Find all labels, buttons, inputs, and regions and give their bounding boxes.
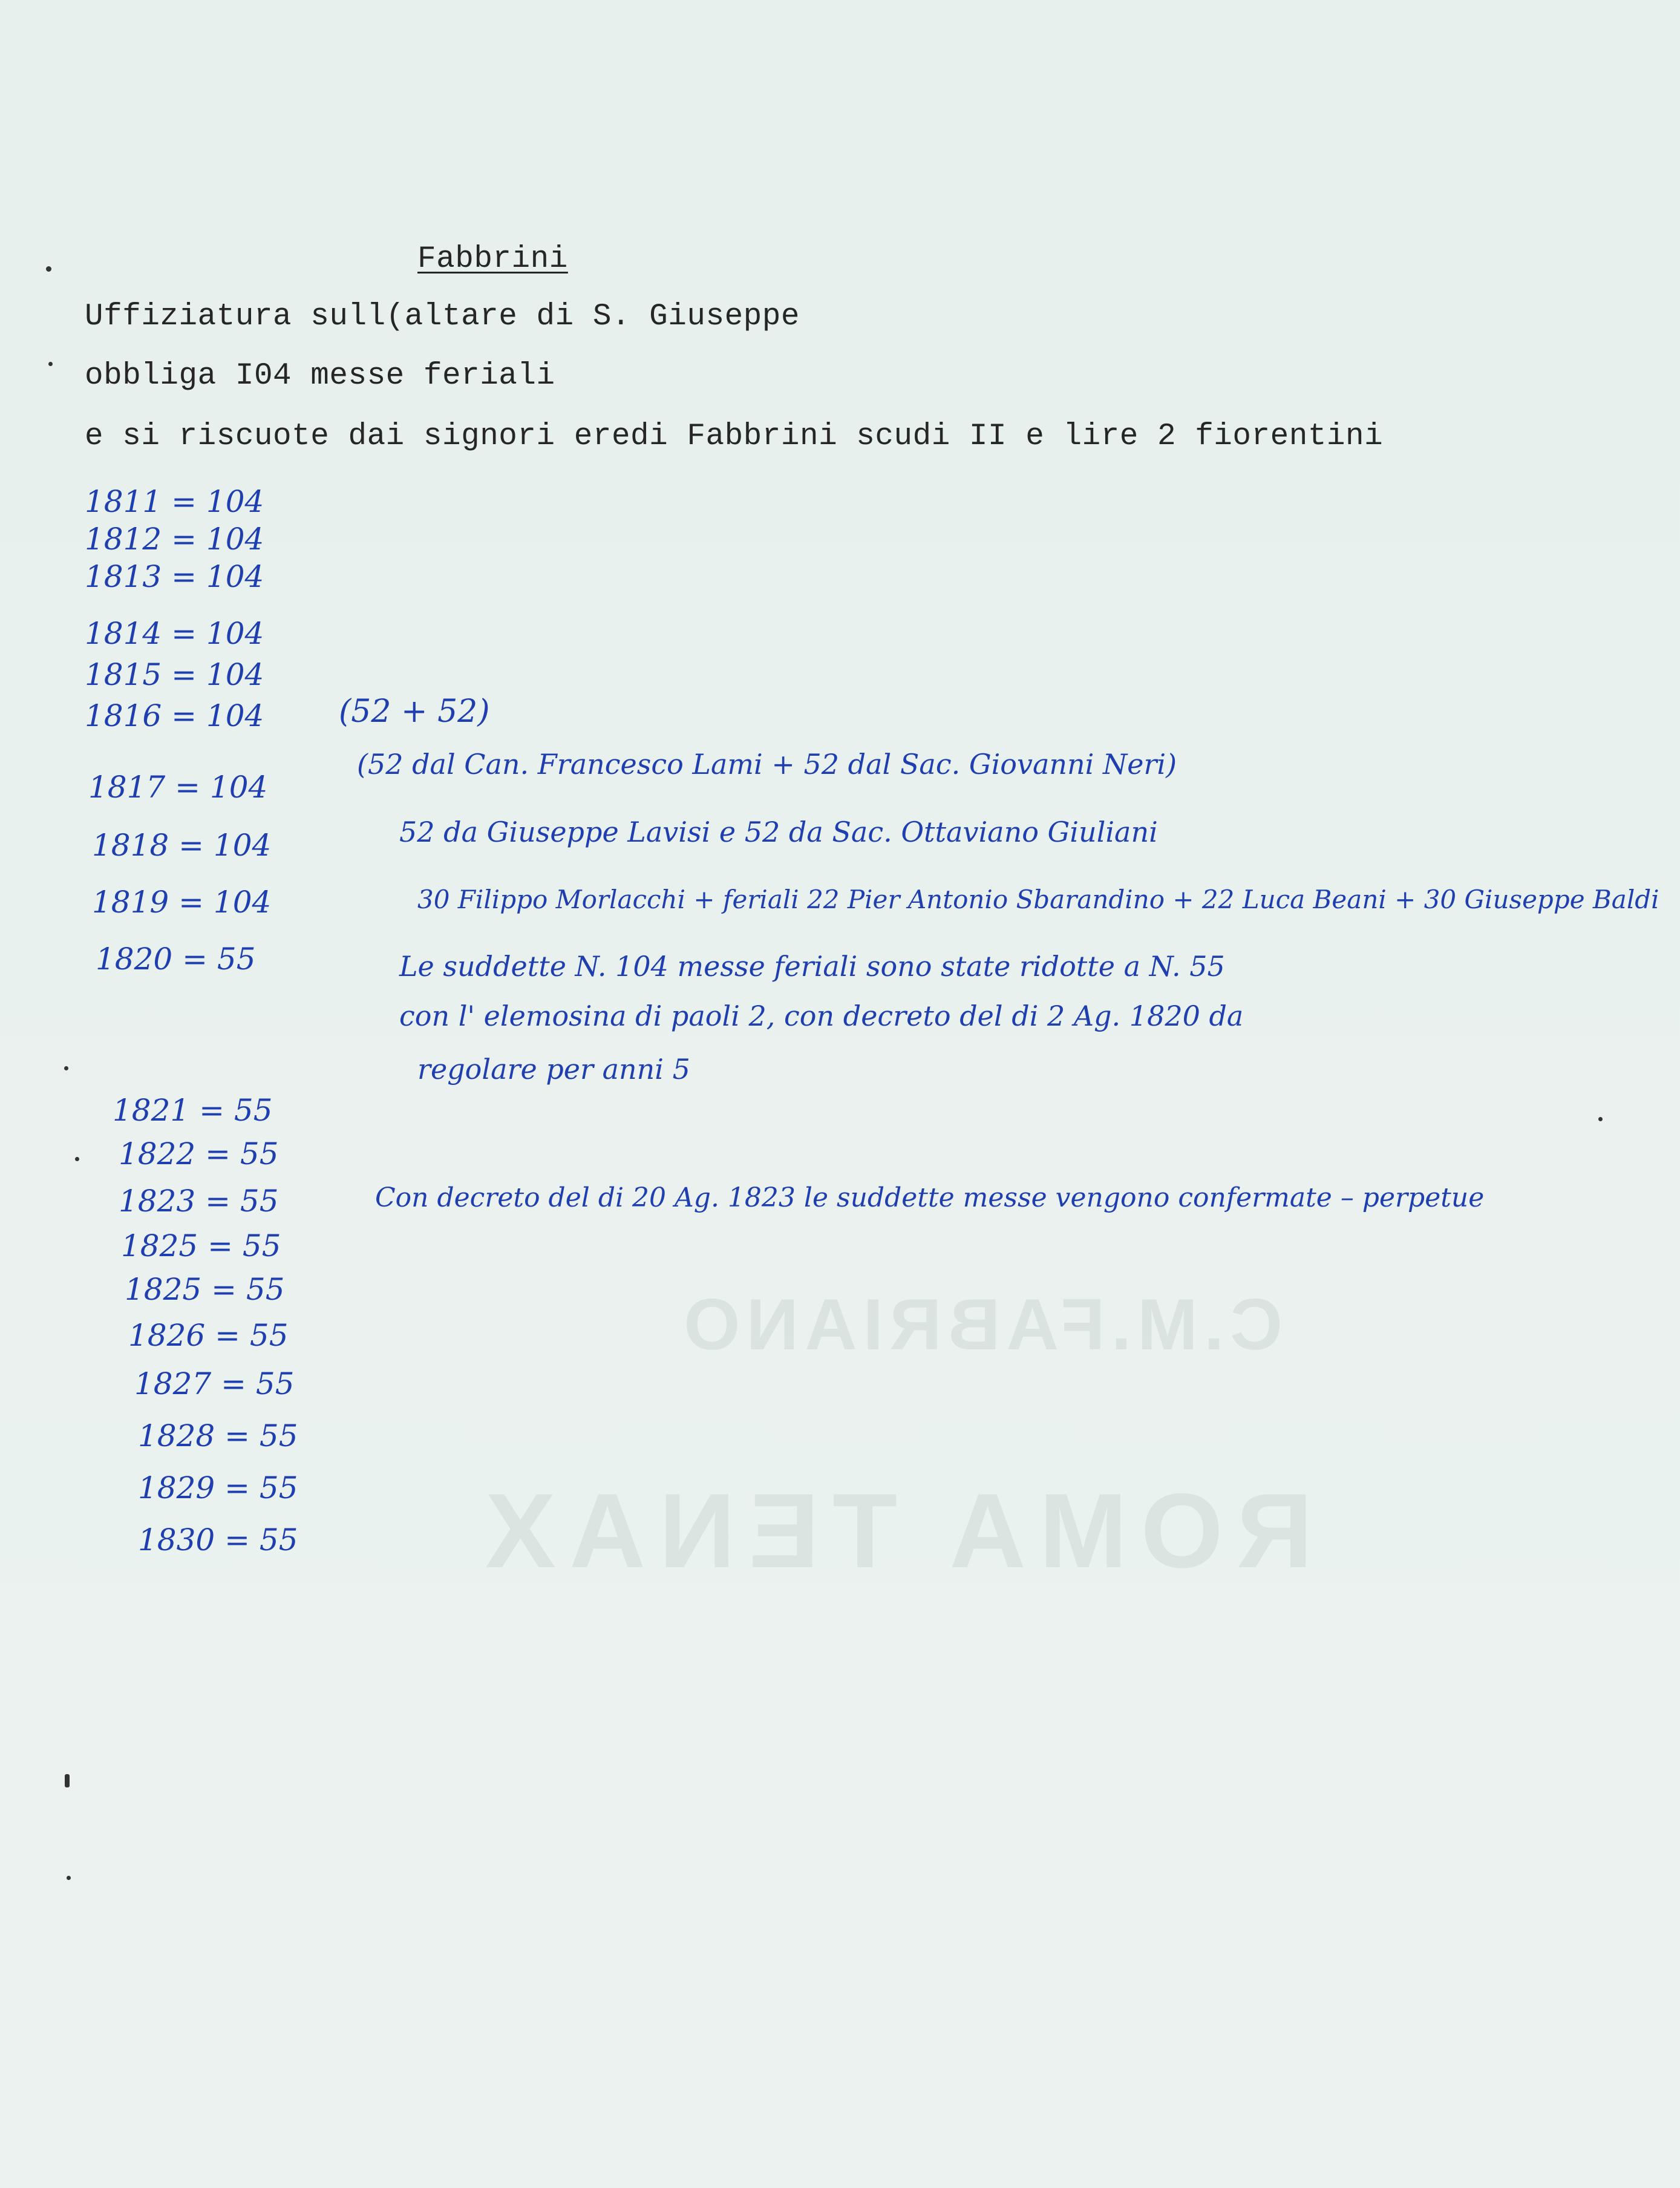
- tally-entry: 1816 = 104: [85, 698, 264, 733]
- watermark-line-1: C.M.FABRIANO: [678, 1284, 1283, 1365]
- handwritten-note-4: 30 Filippo Morlacchi + feriali 22 Pier Antonio Sbarandino + 22 Luca Beani + 30 Giuseppe Baldi: [417, 885, 1659, 914]
- tally-entry: 1811 = 104: [85, 484, 264, 519]
- punch-mark: [75, 1157, 79, 1161]
- handwritten-note-1: (52 + 52): [339, 693, 490, 730]
- typed-line-1: Uffiziatura sull(altare di S. Giuseppe: [85, 300, 800, 334]
- tally-entry: 1812 = 104: [85, 522, 264, 557]
- tally-entry: 1825 = 55: [125, 1272, 285, 1307]
- document-title: Fabbrini: [417, 242, 568, 277]
- handwritten-note-2: (52 dal Can. Francesco Lami + 52 dal Sac. Giovanni Neri): [357, 748, 1177, 781]
- tally-entry: 1814 = 104: [85, 616, 264, 651]
- tally-entry: 1826 = 55: [128, 1318, 289, 1353]
- tally-entry: 1827 = 55: [134, 1366, 295, 1401]
- handwritten-note-5: Le suddette N. 104 messe feriali sono state ridotte a N. 55: [399, 950, 1225, 983]
- tally-entry: 1821 = 55: [113, 1093, 273, 1128]
- handwritten-note-7: regolare per anni 5: [417, 1053, 690, 1086]
- tally-entry: 1818 = 104: [92, 828, 272, 863]
- tally-entry: 1828 = 55: [138, 1418, 298, 1453]
- punch-mark: [64, 1066, 68, 1070]
- watermark-line-2: ROMA TENAX: [472, 1472, 1313, 1590]
- tally-entry: 1822 = 55: [119, 1136, 279, 1171]
- punch-mark: [46, 266, 51, 272]
- punch-mark: [48, 362, 53, 366]
- punch-mark: [1598, 1117, 1603, 1121]
- tally-entry: 1830 = 55: [138, 1522, 298, 1557]
- tally-entry: 1820 = 55: [96, 942, 256, 977]
- tally-entry: 1825 = 55: [121, 1228, 281, 1263]
- handwritten-note-6: con l' elemosina di paoli 2, con decreto del di 2 Ag. 1820 da: [399, 1000, 1244, 1032]
- typed-line-3: e si riscuote dai signori eredi Fabbrini scudi II e lire 2 fiorentini: [85, 419, 1384, 454]
- tally-entry: 1819 = 104: [92, 885, 272, 920]
- tally-entry: 1829 = 55: [138, 1470, 298, 1505]
- handwritten-note-3: 52 da Giuseppe Lavisi e 52 da Sac. Ottaviano Giuliani: [399, 816, 1158, 848]
- tally-entry: 1813 = 104: [85, 559, 264, 594]
- punch-mark: [67, 1876, 71, 1880]
- tally-entry: 1823 = 55: [119, 1184, 279, 1219]
- punch-mark: [65, 1774, 70, 1787]
- tally-entry: 1815 = 104: [85, 657, 264, 692]
- typed-line-2: obbliga I04 messe feriali: [85, 359, 555, 393]
- tally-entry: 1817 = 104: [88, 770, 268, 805]
- handwritten-note-8: Con decreto del di 20 Ag. 1823 le suddette messe vengono confermate – perpetue: [375, 1182, 1485, 1213]
